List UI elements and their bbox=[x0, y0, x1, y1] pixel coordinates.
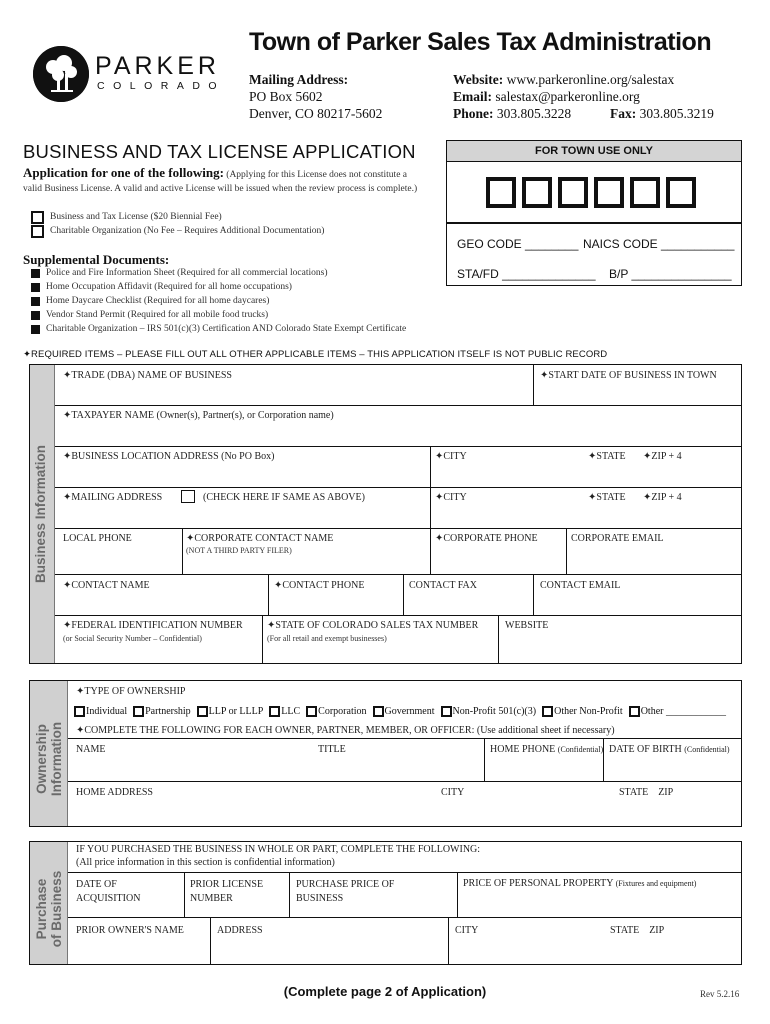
personal-property-note: (Fixtures and equipment) bbox=[615, 879, 697, 888]
same-as-above-label: (CHECK HERE IF SAME AS ABOVE) bbox=[203, 492, 365, 503]
home-phone-note: (Confidential) bbox=[557, 745, 604, 754]
corp-phone-field[interactable]: ✦CORPORATE PHONE bbox=[435, 533, 538, 544]
website-label: Website: bbox=[453, 72, 504, 87]
col-divider bbox=[430, 446, 431, 528]
mailing-state-field[interactable]: ✦STATE bbox=[588, 492, 626, 503]
col-divider bbox=[403, 574, 404, 615]
business-information-section bbox=[29, 364, 742, 664]
local-phone-field[interactable]: LOCAL PHONE bbox=[63, 533, 132, 544]
checkbox-charitable-irs[interactable] bbox=[31, 325, 40, 334]
purchase-price-line1: PURCHASE PRICE OF bbox=[296, 879, 395, 890]
col-divider bbox=[448, 917, 449, 964]
ownership-option[interactable]: Corporation bbox=[306, 706, 366, 717]
license-digit-box[interactable] bbox=[630, 177, 660, 208]
col-divider bbox=[210, 917, 211, 964]
owner-home-address-field[interactable]: HOME ADDRESS bbox=[76, 787, 153, 798]
row-divider bbox=[55, 528, 742, 529]
col-divider bbox=[484, 738, 485, 781]
revision-label: Rev 5.2.16 bbox=[700, 989, 740, 999]
ownership-option[interactable]: Partnership bbox=[133, 706, 191, 717]
business-information-label: Business Information bbox=[33, 444, 48, 584]
town-use-divider bbox=[446, 222, 742, 224]
checkbox-other[interactable] bbox=[629, 706, 640, 717]
checkbox-llc[interactable] bbox=[269, 706, 280, 717]
checkbox-vendor-stand[interactable] bbox=[31, 311, 40, 320]
col-divider bbox=[533, 574, 534, 615]
location-zip-field[interactable]: ✦ZIP + 4 bbox=[643, 451, 682, 462]
acq-date-line1: DATE OF bbox=[76, 879, 117, 890]
email-label: Email: bbox=[453, 89, 492, 104]
fax-value: 303.805.3219 bbox=[639, 106, 714, 121]
checkbox-business-license[interactable] bbox=[31, 211, 44, 224]
personal-property-label: PRICE OF PERSONAL PROPERTY bbox=[463, 878, 614, 889]
applying-label: Application for one of the following: bbox=[23, 165, 224, 180]
prior-license-line2: NUMBER bbox=[190, 893, 233, 904]
checkbox-individual[interactable] bbox=[74, 706, 85, 717]
personal-property-price-field[interactable] bbox=[463, 878, 696, 889]
row-divider bbox=[55, 446, 742, 447]
application-title: BUSINESS AND TAX LICENSE APPLICATION bbox=[23, 141, 416, 162]
supplemental-title: Supplemental Documents: bbox=[23, 252, 170, 267]
location-address-field[interactable]: ✦BUSINESS LOCATION ADDRESS (No PO Box) bbox=[63, 451, 275, 462]
checkbox-home-daycare[interactable] bbox=[31, 297, 40, 306]
sta-fd-field[interactable]: STA/FD ______________ bbox=[457, 267, 596, 281]
row-divider bbox=[55, 487, 742, 488]
col-divider bbox=[498, 615, 499, 663]
mailing-zip-field[interactable]: ✦ZIP + 4 bbox=[643, 492, 682, 503]
prior-owner-city-field[interactable]: CITY bbox=[455, 925, 479, 936]
taxpayer-name-field[interactable]: ✦TAXPAYER NAME (Owner(s), Partner(s), or Corporation name) bbox=[63, 410, 334, 421]
ownership-option[interactable]: LLP or LLLP bbox=[197, 706, 264, 717]
col-divider bbox=[268, 574, 269, 615]
col-divider bbox=[184, 872, 185, 917]
col-divider bbox=[603, 738, 604, 781]
owner-dob-field[interactable] bbox=[609, 744, 730, 755]
type-of-ownership-label: ✦TYPE OF OWNERSHIP bbox=[76, 686, 186, 697]
supplemental-item[interactable]: Police and Fire Information Sheet (Required for all commercial locations) bbox=[31, 266, 406, 280]
option-business-license[interactable]: Business and Tax License ($20 Biennial Fee) bbox=[31, 210, 324, 224]
geo-code-field[interactable]: GEO CODE ________ bbox=[457, 237, 579, 251]
ownership-option[interactable]: Government bbox=[373, 706, 435, 717]
state-tax-note: (For all retail and exempt businesses) bbox=[267, 634, 387, 643]
ownership-label-line1: Ownership bbox=[34, 724, 49, 794]
row-divider bbox=[68, 917, 742, 918]
state-tax-number-field[interactable]: ✦STATE OF COLORADO SALES TAX NUMBER bbox=[267, 620, 479, 631]
contact-name-field[interactable]: ✦CONTACT NAME bbox=[63, 580, 150, 591]
owner-title-field[interactable]: TITLE bbox=[318, 744, 346, 755]
checkbox-charitable[interactable] bbox=[31, 225, 44, 238]
contact-email-field[interactable]: CONTACT EMAIL bbox=[540, 580, 621, 591]
logo-subtitle: COLORADO bbox=[97, 80, 226, 92]
license-options bbox=[31, 210, 324, 238]
location-state-field[interactable]: ✦STATE bbox=[588, 451, 626, 462]
home-phone-label: HOME PHONE bbox=[490, 744, 556, 755]
town-use-header: FOR TOWN USE ONLY bbox=[446, 140, 742, 162]
ownership-type-options bbox=[74, 704, 728, 722]
fein-note: (or Social Security Number – Confidential) bbox=[63, 634, 202, 643]
checkbox-llp[interactable] bbox=[197, 706, 208, 717]
purchase-price-line2: BUSINESS bbox=[296, 893, 344, 904]
acquisition-date-field[interactable] bbox=[76, 878, 140, 906]
col-divider bbox=[430, 528, 431, 574]
corp-contact-note: (NOT A THIRD PARTY FILER) bbox=[186, 546, 292, 555]
supplemental-item[interactable]: Charitable Organization – IRS 501(c)(3) Certification AND Colorado State Exempt Certificate bbox=[31, 322, 406, 336]
purchase-label bbox=[34, 834, 64, 984]
prior-owner-address-field[interactable]: ADDRESS bbox=[217, 925, 263, 936]
col-divider bbox=[566, 528, 567, 574]
corp-contact-name-field[interactable]: ✦CORPORATE CONTACT NAME bbox=[186, 533, 334, 544]
email-link[interactable]: salestax@parkeronline.org bbox=[495, 89, 640, 104]
ownership-option[interactable]: Other ____________ bbox=[629, 706, 726, 717]
col-divider bbox=[533, 365, 534, 405]
prior-license-line1: PRIOR LICENSE bbox=[190, 879, 264, 890]
owner-state-zip-field[interactable]: STATE ZIP bbox=[619, 787, 674, 798]
fein-field[interactable]: ✦FEDERAL IDENTIFICATION NUMBER bbox=[63, 620, 243, 631]
location-city-field[interactable]: ✦CITY bbox=[435, 451, 467, 462]
supplemental-item[interactable]: Home Daycare Checklist (Required for all home daycares) bbox=[31, 294, 406, 308]
page-title: Town of Parker Sales Tax Administration bbox=[249, 28, 712, 56]
ownership-option[interactable]: LLC bbox=[269, 706, 300, 717]
purchase-intro-note: (All price information in this section is confidential information) bbox=[76, 857, 335, 868]
mailing-label: Mailing Address: bbox=[249, 72, 349, 87]
supplemental-item[interactable]: Home Occupation Affidavit (Required for all home occupations) bbox=[31, 280, 406, 294]
ownership-label-line2: Information bbox=[49, 721, 64, 797]
acq-date-line2: ACQUISITION bbox=[76, 893, 141, 904]
website-field[interactable]: WEBSITE bbox=[505, 620, 549, 631]
logo-wordmark: PARKER bbox=[95, 52, 220, 80]
row-divider bbox=[55, 574, 742, 575]
supplemental-list bbox=[31, 266, 406, 336]
ownership-option[interactable]: Other Non-Profit bbox=[542, 706, 623, 717]
trade-name-field[interactable]: ✦TRADE (DBA) NAME OF BUSINESS bbox=[63, 370, 232, 381]
parker-logo-icon bbox=[33, 46, 89, 102]
contact-block bbox=[453, 71, 753, 122]
continue-notice: (Complete page 2 of Application) bbox=[283, 984, 487, 999]
same-as-above-checkbox[interactable] bbox=[181, 490, 195, 503]
license-digit-box[interactable] bbox=[594, 177, 624, 208]
mailing-line-1: PO Box 5602 bbox=[249, 89, 323, 104]
phone-value: 303.805.3228 bbox=[496, 106, 572, 121]
checkbox-nonprofit-501c3[interactable] bbox=[441, 706, 452, 717]
ownership-label bbox=[34, 684, 64, 834]
purchase-label-line1: Purchase bbox=[34, 878, 49, 940]
phone-label: Phone: bbox=[453, 106, 494, 121]
complete-owners-label: ✦COMPLETE THE FOLLOWING FOR EACH OWNER, PARTNER, MEMBER, OR OFFICER: (Use additional sheet if necessary) bbox=[76, 725, 615, 736]
owner-city-field[interactable]: CITY bbox=[441, 787, 465, 798]
row-divider bbox=[55, 615, 742, 616]
naics-code-field[interactable]: NAICS CODE ___________ bbox=[583, 237, 735, 251]
checkbox-home-occupation[interactable] bbox=[31, 283, 40, 292]
corp-email-field[interactable]: CORPORATE EMAIL bbox=[571, 533, 664, 544]
required-items-notice: ✦REQUIRED ITEMS – PLEASE FILL OUT ALL OTHER APPLICABLE ITEMS – THIS APPLICATION ITSELF IS NOT PUBLIC RECORD bbox=[23, 349, 608, 360]
ownership-option[interactable]: Non-Profit 501(c)(3) bbox=[441, 706, 537, 717]
row-divider bbox=[68, 872, 742, 873]
license-digit-box[interactable] bbox=[522, 177, 552, 208]
col-divider bbox=[262, 615, 263, 663]
owner-name-field[interactable]: NAME bbox=[76, 744, 106, 755]
owner-home-phone-field[interactable] bbox=[490, 744, 603, 755]
contact-fax-field[interactable]: CONTACT FAX bbox=[409, 580, 478, 591]
purchase-intro: IF YOU PURCHASED THE BUSINESS IN WHOLE OR PART, COMPLETE THE FOLLOWING: bbox=[76, 844, 481, 855]
prior-owner-state-zip-field[interactable]: STATE ZIP bbox=[610, 925, 665, 936]
start-date-field[interactable]: ✦START DATE OF BUSINESS IN TOWN bbox=[540, 370, 717, 381]
col-divider bbox=[457, 872, 458, 917]
mailing-line-2: Denver, CO 80217-5602 bbox=[249, 106, 383, 121]
dob-label: DATE OF BIRTH bbox=[609, 744, 682, 755]
col-divider bbox=[182, 528, 183, 574]
contact-phone-field[interactable]: ✦CONTACT PHONE bbox=[274, 580, 365, 591]
mailing-address-block bbox=[249, 71, 449, 122]
supplemental-item[interactable]: Vendor Stand Permit (Required for all mobile food trucks) bbox=[31, 308, 406, 322]
prior-owner-name-field[interactable]: PRIOR OWNER'S NAME bbox=[76, 925, 184, 936]
mailing-city-field[interactable]: ✦CITY bbox=[435, 492, 467, 503]
dob-note: (Confidential) bbox=[684, 745, 730, 754]
license-digit-box[interactable] bbox=[486, 177, 516, 208]
row-divider bbox=[68, 781, 742, 782]
row-divider bbox=[68, 738, 742, 739]
applying-note: (Applying for this License does not constitute a valid Business License. A valid and active License will be issued when the review process is complete.) bbox=[23, 170, 418, 194]
mailing-address-field[interactable]: ✦MAILING ADDRESS bbox=[63, 492, 163, 503]
bp-field[interactable]: B/P _______________ bbox=[609, 267, 732, 281]
checkbox-partnership[interactable] bbox=[133, 706, 144, 717]
checkbox-corporation[interactable] bbox=[306, 706, 317, 717]
website-link[interactable]: www.parkeronline.org/salestax bbox=[506, 72, 675, 87]
fax-label: Fax: bbox=[610, 106, 637, 121]
prior-license-field[interactable] bbox=[190, 878, 263, 906]
applying-block bbox=[23, 166, 423, 196]
license-digit-box[interactable] bbox=[558, 177, 588, 208]
purchase-price-field[interactable] bbox=[296, 878, 394, 906]
ownership-option[interactable]: Individual bbox=[74, 706, 127, 717]
license-digit-box[interactable] bbox=[666, 177, 696, 208]
checkbox-other-nonprofit[interactable] bbox=[542, 706, 553, 717]
col-divider bbox=[289, 872, 290, 917]
option-charitable[interactable]: Charitable Organization (No Fee – Requires Additional Documentation) bbox=[31, 224, 324, 238]
row-divider bbox=[55, 405, 742, 406]
purchase-label-line2: of Business bbox=[49, 870, 64, 948]
checkbox-government[interactable] bbox=[373, 706, 384, 717]
checkbox-police-fire[interactable] bbox=[31, 269, 40, 278]
